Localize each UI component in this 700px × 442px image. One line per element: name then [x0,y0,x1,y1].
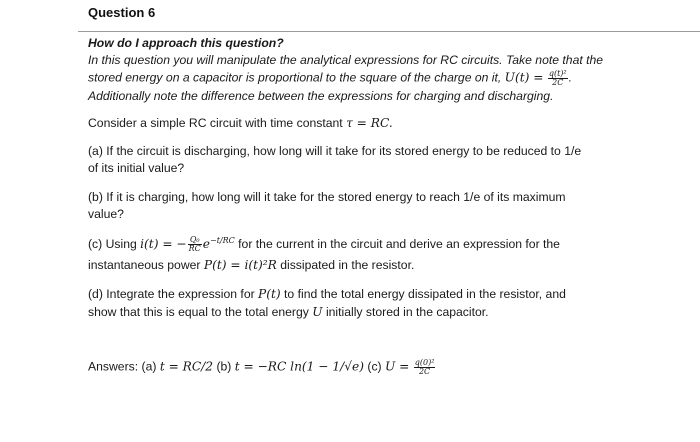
part-b-line-1: (b) If it is charging, how long will it take for the stored energy to reach 1/e of its maximum [88,190,566,204]
part-b [88,189,648,223]
answer-b-label: (b) [216,359,232,374]
answer-c-fraction [414,359,436,376]
current-exp-base: e [202,237,211,251]
part-c-prefix: (c) Using [88,237,137,251]
answers-label: Answers: [88,359,139,374]
current-formula-fraction [188,236,202,253]
answer-b-formula: t = −RC ln(1 − 1/√e) [234,359,364,374]
part-c-suffix: for the current in the circuit and derive an expression for the [238,237,560,251]
energy-formula-fraction [548,70,568,87]
approach-line-3: Additionally note the difference between the expressions for charging and discharging. [88,89,554,103]
answer-c-formula: U = [385,359,410,374]
part-c-line-2 [88,258,414,272]
part-d-line-2 [88,305,489,319]
part-d-line-2-pre: show that this is equal to the total energy [88,305,309,319]
approach-heading: How do I approach this question? [88,36,284,50]
approach-line-2-text: stored energy on a capacitor is proportional to the square of the charge on it, [88,70,502,85]
part-b-line-2: value? [88,207,124,221]
answer-c-denominator: 2C [418,367,431,376]
part-c-line-2-text: instantaneous power [88,258,201,272]
answer-a-formula: t = RC/2 [159,359,214,374]
part-c-line-2-end: dissipated in the resistor. [280,258,415,272]
part-d-line-1-post: to find the total energy dissipated in the resistor, and [284,287,566,301]
part-d-line-1 [88,287,566,301]
part-a-line-2: of its initial value? [88,161,185,175]
part-c-line-1 [88,236,560,253]
part-d-line-1-pre: (d) Integrate the expression for [88,287,255,301]
current-formula-lhs: i(t) = − [140,237,187,251]
time-constant-formula: τ = RC. [346,116,393,130]
part-d-line-2-post: initially stored in the capacitor. [325,305,489,319]
question-header [78,0,700,32]
answer-a-label: (a) [141,359,157,374]
current-exp-power: −t/RC [210,236,235,245]
intro-text: Consider a simple RC circuit with time constant [88,116,343,130]
current-fraction-numerator: Q₀ [188,236,202,245]
part-a [88,143,648,177]
approach-line-1: In this question you will manipulate the analytical expressions for RC circuits. Take note that the [88,53,604,67]
answer-c-label: (c) [367,359,382,374]
energy-formula-lhs: U(t) = [504,70,544,85]
approach-line-2: stored energy on a capacitor is proportional to the square of the charge on it, U(t) = $\frac{\text{q(t)²}}{2C}$ . [88,69,573,87]
answer-c-numerator: q(0)² [414,358,435,367]
part-d-energy-symbol: U [312,305,323,319]
current-fraction-denominator: RC [188,244,201,254]
intro-line [88,116,393,130]
part-a-line-1: (a) If the circuit is discharging, how long will it take for its stored energy to be reduced to 1/e [88,144,582,158]
question-title: Question 6 [88,5,156,20]
answers-line [88,359,436,376]
power-formula: P(t) = i(t)²R [203,258,277,272]
energy-fraction-numerator: q(t)² [548,69,567,78]
part-d-power-symbol: P(t) [258,287,281,301]
energy-fraction-denominator: 2C [552,78,564,87]
